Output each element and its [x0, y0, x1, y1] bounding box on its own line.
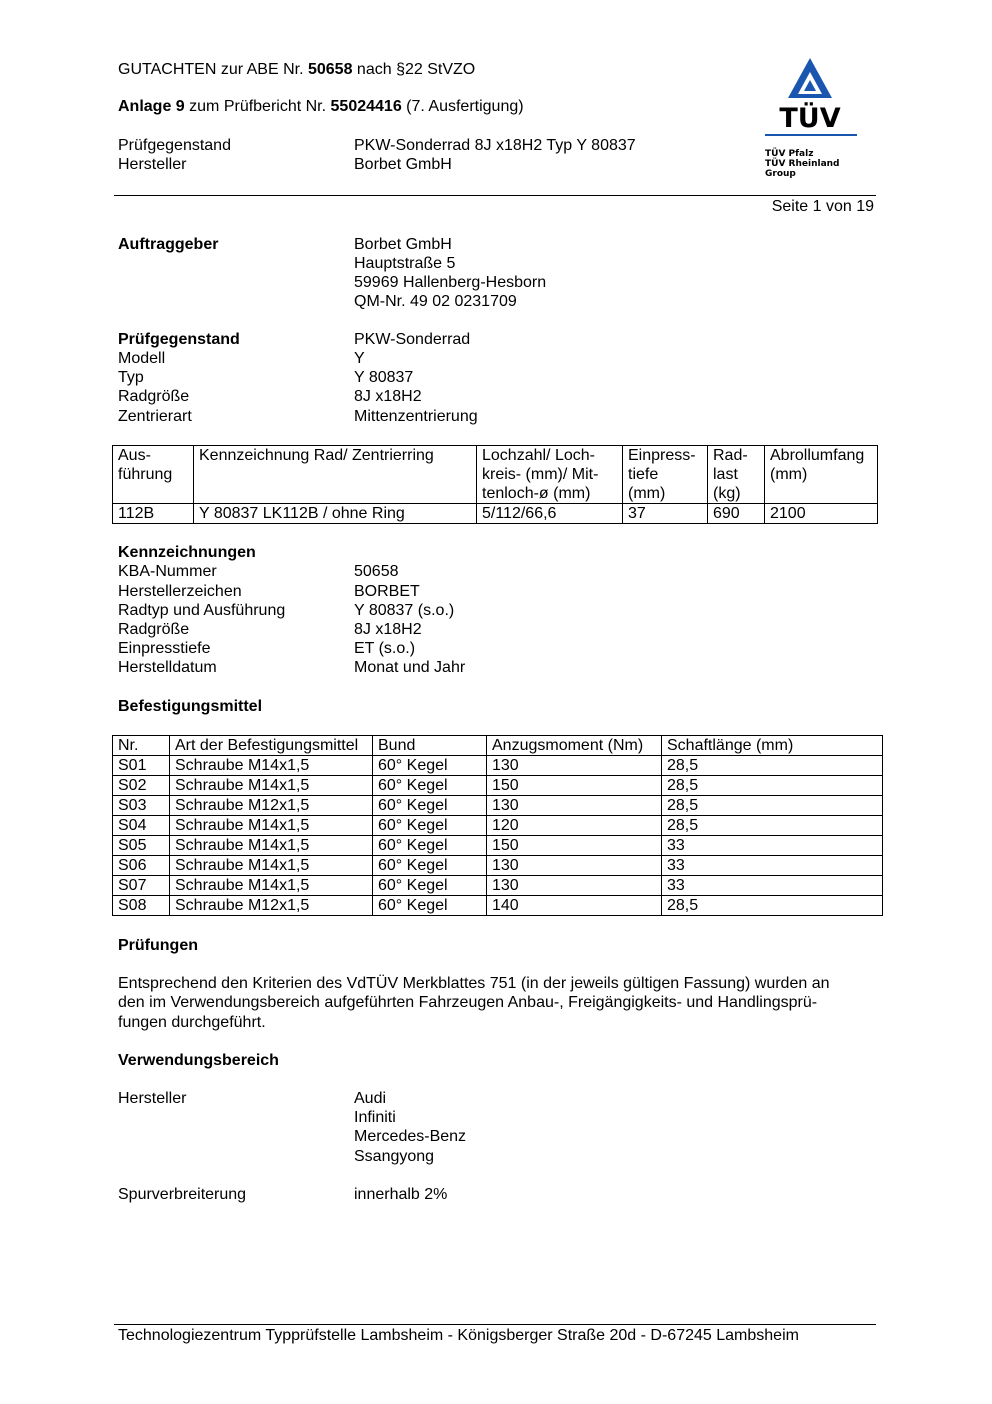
table-row: [113, 896, 883, 916]
modell-label: Modell: [118, 350, 166, 367]
zentrierart-value: Mittenzentrierung: [354, 408, 478, 425]
auftraggeber-label: Auftraggeber: [118, 236, 219, 253]
kz-value: 50658: [354, 563, 399, 580]
hersteller-item: Ssangyong: [354, 1148, 435, 1165]
header-hersteller-value: Borbet GmbH: [354, 156, 452, 173]
table-cell: 60° Kegel: [373, 796, 487, 816]
table-cell: 60° Kegel: [373, 876, 487, 896]
auftraggeber-line: 59969 Hallenberg-Hesborn: [354, 274, 547, 291]
kz-value: Monat und Jahr: [354, 659, 466, 676]
table-cell: 112B: [113, 504, 194, 524]
table-header-cell: Anzugsmoment (Nm): [487, 736, 662, 756]
kz-label: KBA-Nummer: [118, 563, 217, 580]
table-row: [113, 756, 883, 776]
table-cell: S02: [113, 776, 170, 796]
kz-value: Y 80837 (s.o.): [354, 602, 455, 619]
table-cell: 33: [662, 856, 883, 876]
tuv-logo: [760, 56, 860, 179]
table-header-cell: Lochzahl/ Loch- kreis- (mm)/ Mit- tenloch-ø (mm): [477, 446, 623, 504]
hersteller-item: Infiniti: [354, 1109, 396, 1126]
pruefungen-text-line: fungen durchgeführt.: [118, 1014, 266, 1031]
table-cell: 120: [487, 816, 662, 836]
rad-table: [112, 445, 878, 524]
table-cell: S03: [113, 796, 170, 816]
table-cell: 33: [662, 836, 883, 856]
table-cell: 60° Kegel: [373, 836, 487, 856]
table-cell: S04: [113, 816, 170, 836]
table-header-row: [113, 736, 883, 756]
kz-label: Herstellerzeichen: [118, 583, 242, 600]
table-row: [113, 856, 883, 876]
table-cell: S08: [113, 896, 170, 916]
befestigung-table: [112, 735, 883, 916]
table-cell: 130: [487, 876, 662, 896]
table-cell: 60° Kegel: [373, 756, 487, 776]
table-header-cell: Kennzeichnung Rad/ Zentrierring: [194, 446, 477, 504]
table-cell: Schraube M14x1,5: [170, 876, 373, 896]
table-cell: 28,5: [662, 776, 883, 796]
report-title-line: GUTACHTEN zur ABE Nr. 50658 nach §22 StVZO: [118, 61, 476, 78]
table-cell: 2100: [765, 504, 878, 524]
table-header-cell: Art der Befestigungsmittel: [170, 736, 373, 756]
auftraggeber-line: Hauptstraße 5: [354, 255, 456, 272]
table-cell: 690: [708, 504, 765, 524]
table-header-cell: Nr.: [113, 736, 170, 756]
kz-label: Einpresstiefe: [118, 640, 211, 657]
abe-number: 50658: [307, 61, 353, 78]
radgroesse-value: 8J x18H2: [354, 388, 422, 405]
table-cell: Schraube M14x1,5: [170, 776, 373, 796]
table-header-cell: Bund: [373, 736, 487, 756]
pruefgegenstand-label: Prüfgegenstand: [118, 331, 240, 348]
auftraggeber-line: Borbet GmbH: [354, 236, 452, 253]
header-rule: [114, 195, 876, 196]
kz-value: ET (s.o.): [354, 640, 416, 657]
table-cell: 130: [487, 756, 662, 776]
hersteller-item: Mercedes-Benz: [354, 1128, 467, 1145]
footer-address: Technologiezentrum Typprüfstelle Lambsheim - Königsberger Straße 20d - D-67245 Lambsheim: [118, 1327, 799, 1344]
kz-value: 8J x18H2: [354, 621, 422, 638]
table-cell: 150: [487, 776, 662, 796]
table-cell: Schraube M12x1,5: [170, 796, 373, 816]
report-number: 55024416: [330, 98, 402, 115]
table-cell: Schraube M14x1,5: [170, 856, 373, 876]
tuv-logo-text: TÜV: [779, 103, 841, 134]
table-cell: 60° Kegel: [373, 896, 487, 916]
table-cell: 60° Kegel: [373, 776, 487, 796]
table-cell: 140: [487, 896, 662, 916]
pruefungen-text-line: den im Verwendungsbereich aufgeführten Fahrzeugen Anbau-, Freigängigkeits- und Handlingsprü-: [118, 994, 818, 1011]
table-row: [113, 816, 883, 836]
footer-rule: [114, 1324, 876, 1325]
table-header-cell: Aus- führung: [113, 446, 194, 504]
pruefungen-title: Prüfungen: [118, 937, 198, 954]
table-row: [113, 836, 883, 856]
tuv-triangle-icon: [760, 56, 860, 136]
logo-sub1: TÜV Pfalz: [765, 149, 814, 159]
kz-label: Radgröße: [118, 621, 190, 638]
table-cell: 5/112/66,6: [477, 504, 623, 524]
modell-value: Y: [354, 350, 365, 367]
table-cell: Schraube M12x1,5: [170, 896, 373, 916]
table-header-cell: Schaftlänge (mm): [662, 736, 883, 756]
header-pg-label: Prüfgegenstand: [118, 137, 231, 154]
table-cell: Schraube M14x1,5: [170, 756, 373, 776]
zentrierart-label: Zentrierart: [118, 408, 192, 425]
pruefgegenstand-value: PKW-Sonderrad: [354, 331, 471, 348]
table-cell: S07: [113, 876, 170, 896]
befestigung-title: Befestigungsmittel: [118, 698, 263, 715]
kz-value: BORBET: [354, 583, 420, 600]
table-cell: S06: [113, 856, 170, 876]
table-cell: 60° Kegel: [373, 816, 487, 836]
header-pg-value: PKW-Sonderrad 8J x18H2 Typ Y 80837: [354, 137, 636, 154]
table-header-cell: Abrollumfang (mm): [765, 446, 878, 504]
spurverbreiterung-value: innerhalb 2%: [354, 1186, 448, 1203]
table-header-cell: Einpress- tiefe (mm): [623, 446, 708, 504]
auftraggeber-line: QM-Nr. 49 02 0231709: [354, 293, 517, 310]
table-header-cell: Rad- last (kg): [708, 446, 765, 504]
table-cell: Y 80837 LK112B / ohne Ring: [194, 504, 477, 524]
table-cell: Schraube M14x1,5: [170, 816, 373, 836]
table-cell: 28,5: [662, 796, 883, 816]
table-row: [113, 776, 883, 796]
table-cell: 130: [487, 856, 662, 876]
logo-sub2: TÜV Rheinland Group: [765, 159, 840, 179]
hersteller-item: Audi: [354, 1090, 387, 1107]
table-row: [113, 796, 883, 816]
spurverbreiterung-label: Spurverbreiterung: [118, 1186, 247, 1203]
typ-label: Typ: [118, 369, 144, 386]
table-cell: Schraube M14x1,5: [170, 836, 373, 856]
table-cell: 28,5: [662, 756, 883, 776]
table-cell: 28,5: [662, 816, 883, 836]
table-cell: S05: [113, 836, 170, 856]
page-indicator: Seite 1 von 19: [771, 198, 874, 215]
header-hersteller-label: Hersteller: [118, 156, 187, 173]
table-cell: 60° Kegel: [373, 856, 487, 876]
table-cell: 130: [487, 796, 662, 816]
pruefungen-text-line: Entsprechend den Kriterien des VdTÜV Merkblattes 751 (in der jeweils gültigen Fassung) wurden an: [118, 975, 830, 992]
table-row: [113, 504, 878, 524]
attachment-line: Anlage 9 zum Prüfbericht Nr. 55024416 (7. Ausfertigung): [118, 98, 524, 115]
table-cell: 37: [623, 504, 708, 524]
table-cell: S01: [113, 756, 170, 776]
table-row: [113, 876, 883, 896]
kennzeichnungen-title: Kennzeichnungen: [118, 544, 256, 561]
kz-label: Radtyp und Ausführung: [118, 602, 286, 619]
typ-value: Y 80837: [354, 369, 414, 386]
table-header-row: [113, 446, 878, 504]
verwendung-title: Verwendungsbereich: [118, 1052, 279, 1069]
verwendung-hersteller-label: Hersteller: [118, 1090, 187, 1107]
kz-label: Herstelldatum: [118, 659, 217, 676]
table-cell: 150: [487, 836, 662, 856]
table-cell: 28,5: [662, 896, 883, 916]
logo-rule: [765, 134, 857, 136]
table-cell: 33: [662, 876, 883, 896]
radgroesse-label: Radgröße: [118, 388, 190, 405]
